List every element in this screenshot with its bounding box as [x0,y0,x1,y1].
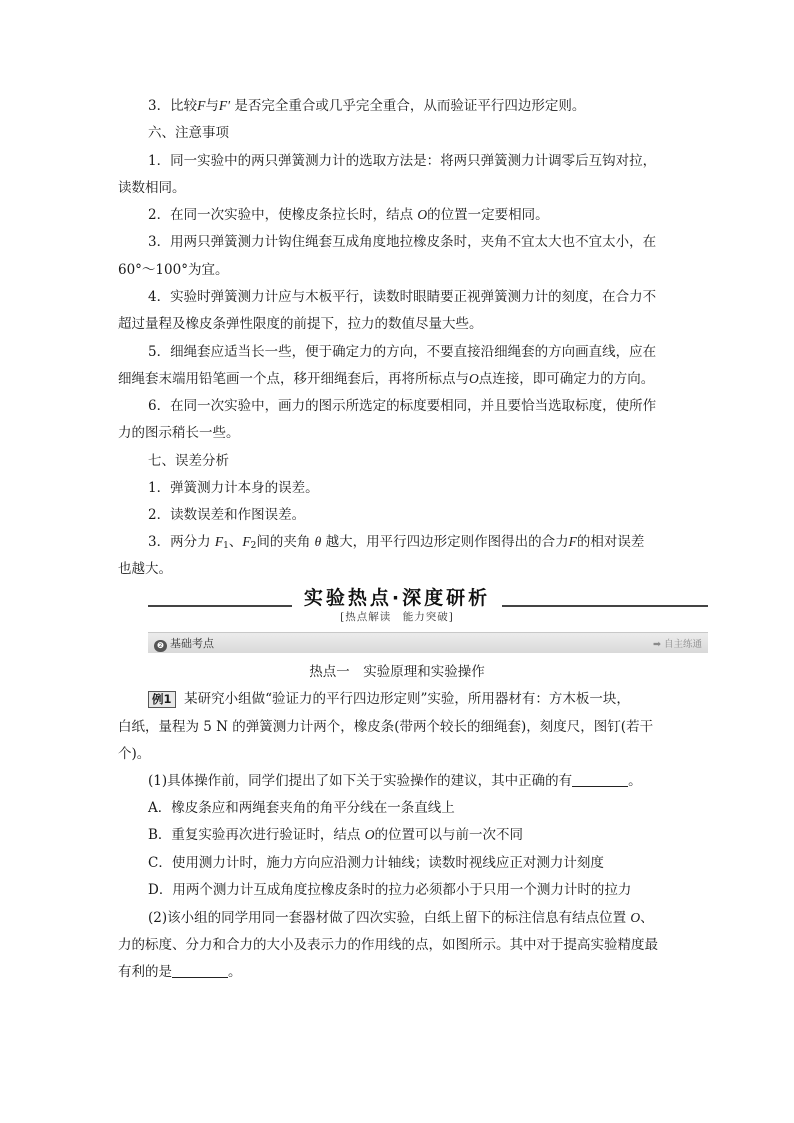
hotspot1-title: 热点一 实验原理和实验操作 [309,664,485,680]
answer-blank-2 [172,964,228,978]
note1-line1: 1．同一实验中的两只弹簧测力计的选取方法是：将两只弹簧测力计调零后互钩对拉， [148,153,657,169]
heading-error: 七、误差分析 [148,453,229,469]
note4-line2: 超过量程及橡皮条弹性限度的前提下，拉力的数值尽量大些。 [118,316,483,332]
question2-line2: 力的标度、分力和合力的大小及表示力的作用线的点，如图所示。其中对于提高实验精度最 [118,937,658,953]
option-a: A．橡皮条应和两绳套夹角的角平分线在一条直线上 [148,800,455,816]
note1-line2: 读数相同。 [118,180,186,196]
error1: 1．弹簧测力计本身的误差。 [148,480,319,496]
option-c: C．使用测力计时，施力方向应沿测力计轴线；读数时视线应正对测力计刻度 [148,855,604,871]
example1-line1: 例1 某研究小组做“验证力的平行四边形定则”实验，所用器材有：方木板一块， [148,690,630,708]
error3-line1: 3．两分力 $F_1$、$F_2$间的夹角 θ 越大，用平行四边形定则作图得出的合力F的相对误差 [148,534,645,551]
section-bar-left: ❷ 基础考点 [154,635,214,652]
note3-line1: 3．用两只弹簧测力计钩住绳套互成角度地拉橡皮条时，夹角不宜太大也不宜太小，在 [148,234,657,250]
answer-blank-1 [572,773,628,787]
step3-line: 3．比较F与F′ 是否完全重合或几乎完全重合，从而验证平行四边形定则。 [148,98,586,114]
banner-subtitle: [热点解读 能力突破] [340,611,454,623]
section-icon: ❷ [154,640,167,652]
question1: (1)具体操作前，同学们提出了如下关于实验操作的建议，其中正确的有 。 [148,773,642,789]
heading-notes: 六、注意事项 [148,125,229,141]
note4-line1: 4．实验时弹簧测力计应与木板平行，读数时眼睛要正视弹簧测力计的刻度，在合力不 [148,289,657,305]
example-tag: 例1 [148,691,176,708]
question2-line3: 有利的是 。 [118,964,242,980]
note5-line1: 5．细绳套应适当长一些，便于确定力的方向，不要直接沿细绳套的方向画直线，应在 [148,344,657,360]
self-practice-link[interactable]: ➡ 自主练通 [653,639,702,650]
banner-title: 实验热点·深度研析 [0,583,794,610]
example1-line3: 个)。 [118,746,151,762]
section-bar [148,632,708,653]
note3-line2: 60°～100°为宜。 [118,262,229,278]
option-d: D．用两个测力计互成角度拉橡皮条时的拉力必须都小于只用一个测力计时的拉力 [148,882,632,898]
error2: 2．读数误差和作图误差。 [148,507,306,523]
option-b: B．重复实验再次进行验证时，结点 O的位置可以与前一次不同 [148,827,523,843]
note6-line1: 6．在同一次实验中，画力的图示所选定的标度要相同，并且要恰当选取标度，使所作 [148,398,657,414]
error3-line2: 也越大。 [118,561,172,577]
example1-line2: 白纸，量程为 5 N 的弹簧测力计两个，橡皮条(带两个较长的细绳套)，刻度尺，图钉(若干 [118,719,654,735]
note5-line2: 细绳套末端用铅笔画一个点，移开细绳套后，再将所标点与O点连接，即可确定力的方向。 [118,371,655,387]
note2: 2．在同一次实验中，使橡皮条拉长时，结点 O的位置一定要相同。 [148,207,549,223]
question2-line1: (2)该小组的同学用同一套器材做了四次实验，白纸上留下的标注信息有结点位置 O、 [148,910,654,926]
note6-line2: 力的图示稍长一些。 [118,425,240,441]
